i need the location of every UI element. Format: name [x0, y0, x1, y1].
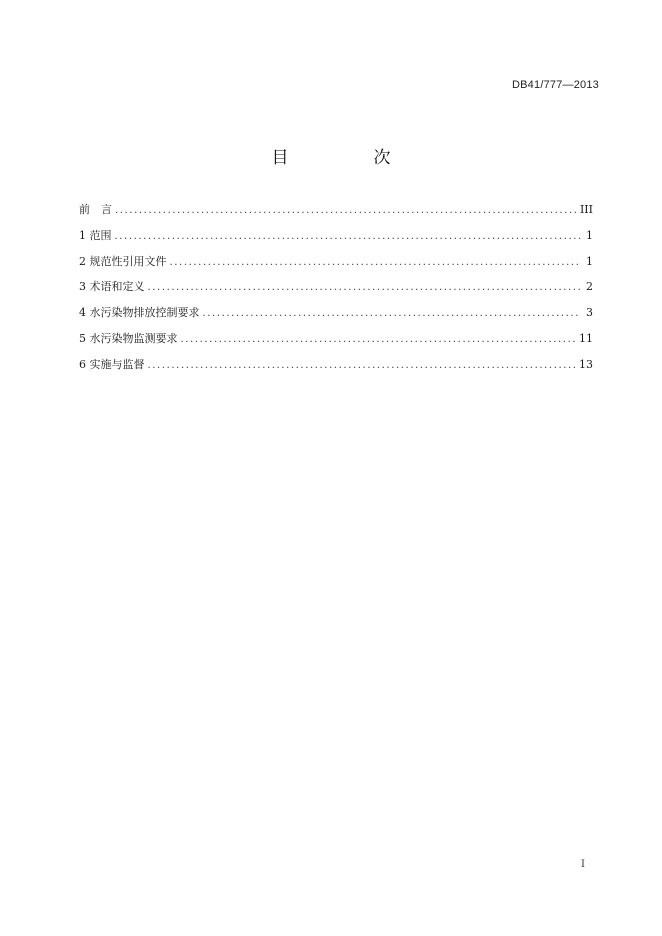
toc-leader-dots [170, 256, 582, 270]
toc-entry-page: 1 [586, 228, 593, 242]
toc-leader-dots [148, 359, 576, 373]
toc-entry-label: 6 实施与监督 [79, 357, 145, 371]
toc-leader-dots [181, 333, 576, 347]
toc-entry-page: 11 [579, 331, 593, 345]
toc-entry-scope[interactable] [79, 229, 593, 255]
toc-title: 目 次 [271, 148, 425, 168]
document-code: DB41/777—2013 [512, 79, 599, 91]
toc-entry-normative-references[interactable] [79, 255, 593, 281]
toc-entry-label: 3 术语和定义 [79, 280, 145, 294]
toc-entry-page: 13 [579, 357, 593, 371]
toc-leader-dots [115, 204, 576, 218]
toc-entry-page: 3 [586, 306, 593, 320]
toc-entry-monitoring[interactable] [79, 332, 593, 358]
toc-entry-page: 2 [586, 280, 593, 294]
toc-entry-foreword[interactable] [79, 203, 593, 229]
toc-leader-dots [203, 307, 582, 321]
toc-entry-implementation[interactable] [79, 358, 593, 384]
toc-entry-label: 5 水污染物监测要求 [79, 331, 178, 345]
toc-entry-discharge-control[interactable] [79, 306, 593, 332]
toc-entry-terms-definitions[interactable] [79, 280, 593, 306]
toc-entry-label: 1 范围 [79, 228, 112, 242]
toc-entry-page: 1 [586, 254, 593, 268]
toc-entry-page: III [579, 203, 593, 216]
table-of-contents [79, 203, 593, 384]
page-number: I [581, 859, 585, 870]
toc-leader-dots [148, 281, 582, 295]
toc-entry-label: 前 言 [79, 203, 112, 216]
toc-entry-label: 2 规范性引用文件 [79, 254, 167, 268]
toc-entry-label: 4 水污染物排放控制要求 [79, 306, 200, 320]
toc-leader-dots [115, 230, 582, 244]
